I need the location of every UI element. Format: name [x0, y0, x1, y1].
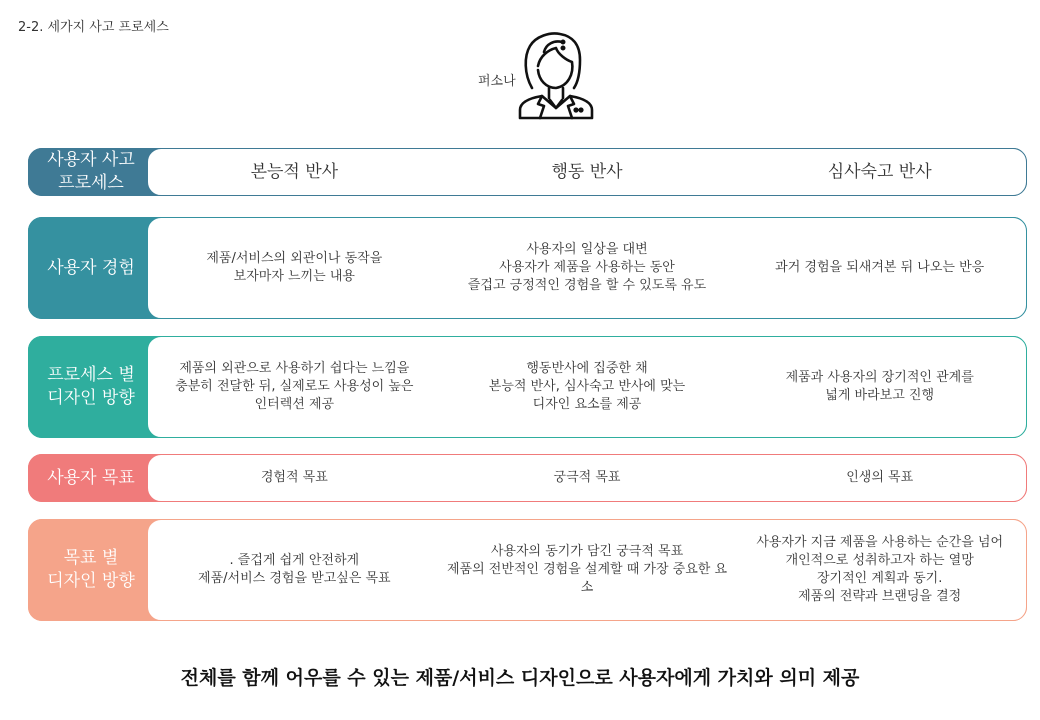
row-body: [147, 519, 1027, 621]
row-process-design-direction: [28, 336, 1027, 438]
cell-reflective: 과거 경험을 되새겨본 뒤 나오는 반응: [775, 260, 985, 275]
row-header: 목표 별 디자인 방향: [28, 519, 154, 621]
cell-behavioral: 사용자의 일상을 대변 사용자가 제품을 사용하는 동안 즐겁고 긍정적인 경험을 할 수 있도록 유도: [467, 242, 707, 293]
cell-behavioral: 사용자의 동기가 담긴 궁극적 목표 제품의 전반적인 경험을 설계할 때 가장 중요한 요소: [446, 544, 728, 595]
row-body: [147, 217, 1027, 319]
row-user-experience: [28, 217, 1027, 319]
persona: [478, 30, 608, 125]
cell-visceral: . 즐겁게 쉽게 안전하게 제품/서비스 경험을 받고싶은 목표: [198, 553, 391, 586]
page-title: 2-2. 세가지 사고 프로세스: [18, 20, 169, 35]
row-body: [147, 454, 1027, 502]
cell-reflective: 사용자가 지금 제품을 사용하는 순간을 넘어 개인적으로 성취하고자 하는 열망 장기적인 계획과 동기. 제품의 전략과 브랜딩을 결정: [756, 535, 1004, 604]
row-header: 사용자 경험: [28, 217, 154, 319]
cell-reflective: 심사숙고 반사: [827, 162, 932, 182]
cell-visceral: 제품/서비스의 외관이나 동작을 보자마자 느끼는 내용: [206, 251, 383, 284]
cell-behavioral: 행동 반사: [551, 162, 623, 182]
row-user-goals: [28, 454, 1027, 502]
row-body: [147, 148, 1027, 196]
footer-summary: 전체를 함께 어우를 수 있는 제품/서비스 디자인으로 사용자에게 가치와 의미 제공: [180, 667, 860, 689]
persona-label: 퍼소나: [478, 74, 516, 89]
cell-visceral: 제품의 외관으로 사용하기 쉽다는 느낌을 충분히 전달한 뒤, 실제로도 사용성이 높은 인터렉션 제공: [175, 361, 414, 412]
cell-visceral: 경험적 목표: [260, 470, 328, 485]
cell-visceral: 본능적 반사: [250, 162, 339, 182]
cell-behavioral: 궁극적 목표: [553, 470, 621, 485]
row-body: [147, 336, 1027, 438]
person-avatar-icon: [516, 30, 596, 122]
row-goal-design-direction: [28, 519, 1027, 621]
row-thinking-process: [28, 148, 1027, 196]
cell-reflective: 인생의 목표: [846, 470, 914, 485]
cell-behavioral: 행동반사에 집중한 채 본능적 반사, 심사숙고 반사에 맞는 디자인 요소를 제공: [488, 361, 686, 412]
row-header: 사용자 사고 프로세스: [28, 148, 154, 196]
row-header: 사용자 목표: [28, 454, 154, 502]
cell-reflective: 제품과 사용자의 장기적인 관계를 넓게 바라보고 진행: [785, 370, 974, 403]
row-header: 프로세스 별 디자인 방향: [28, 336, 154, 438]
